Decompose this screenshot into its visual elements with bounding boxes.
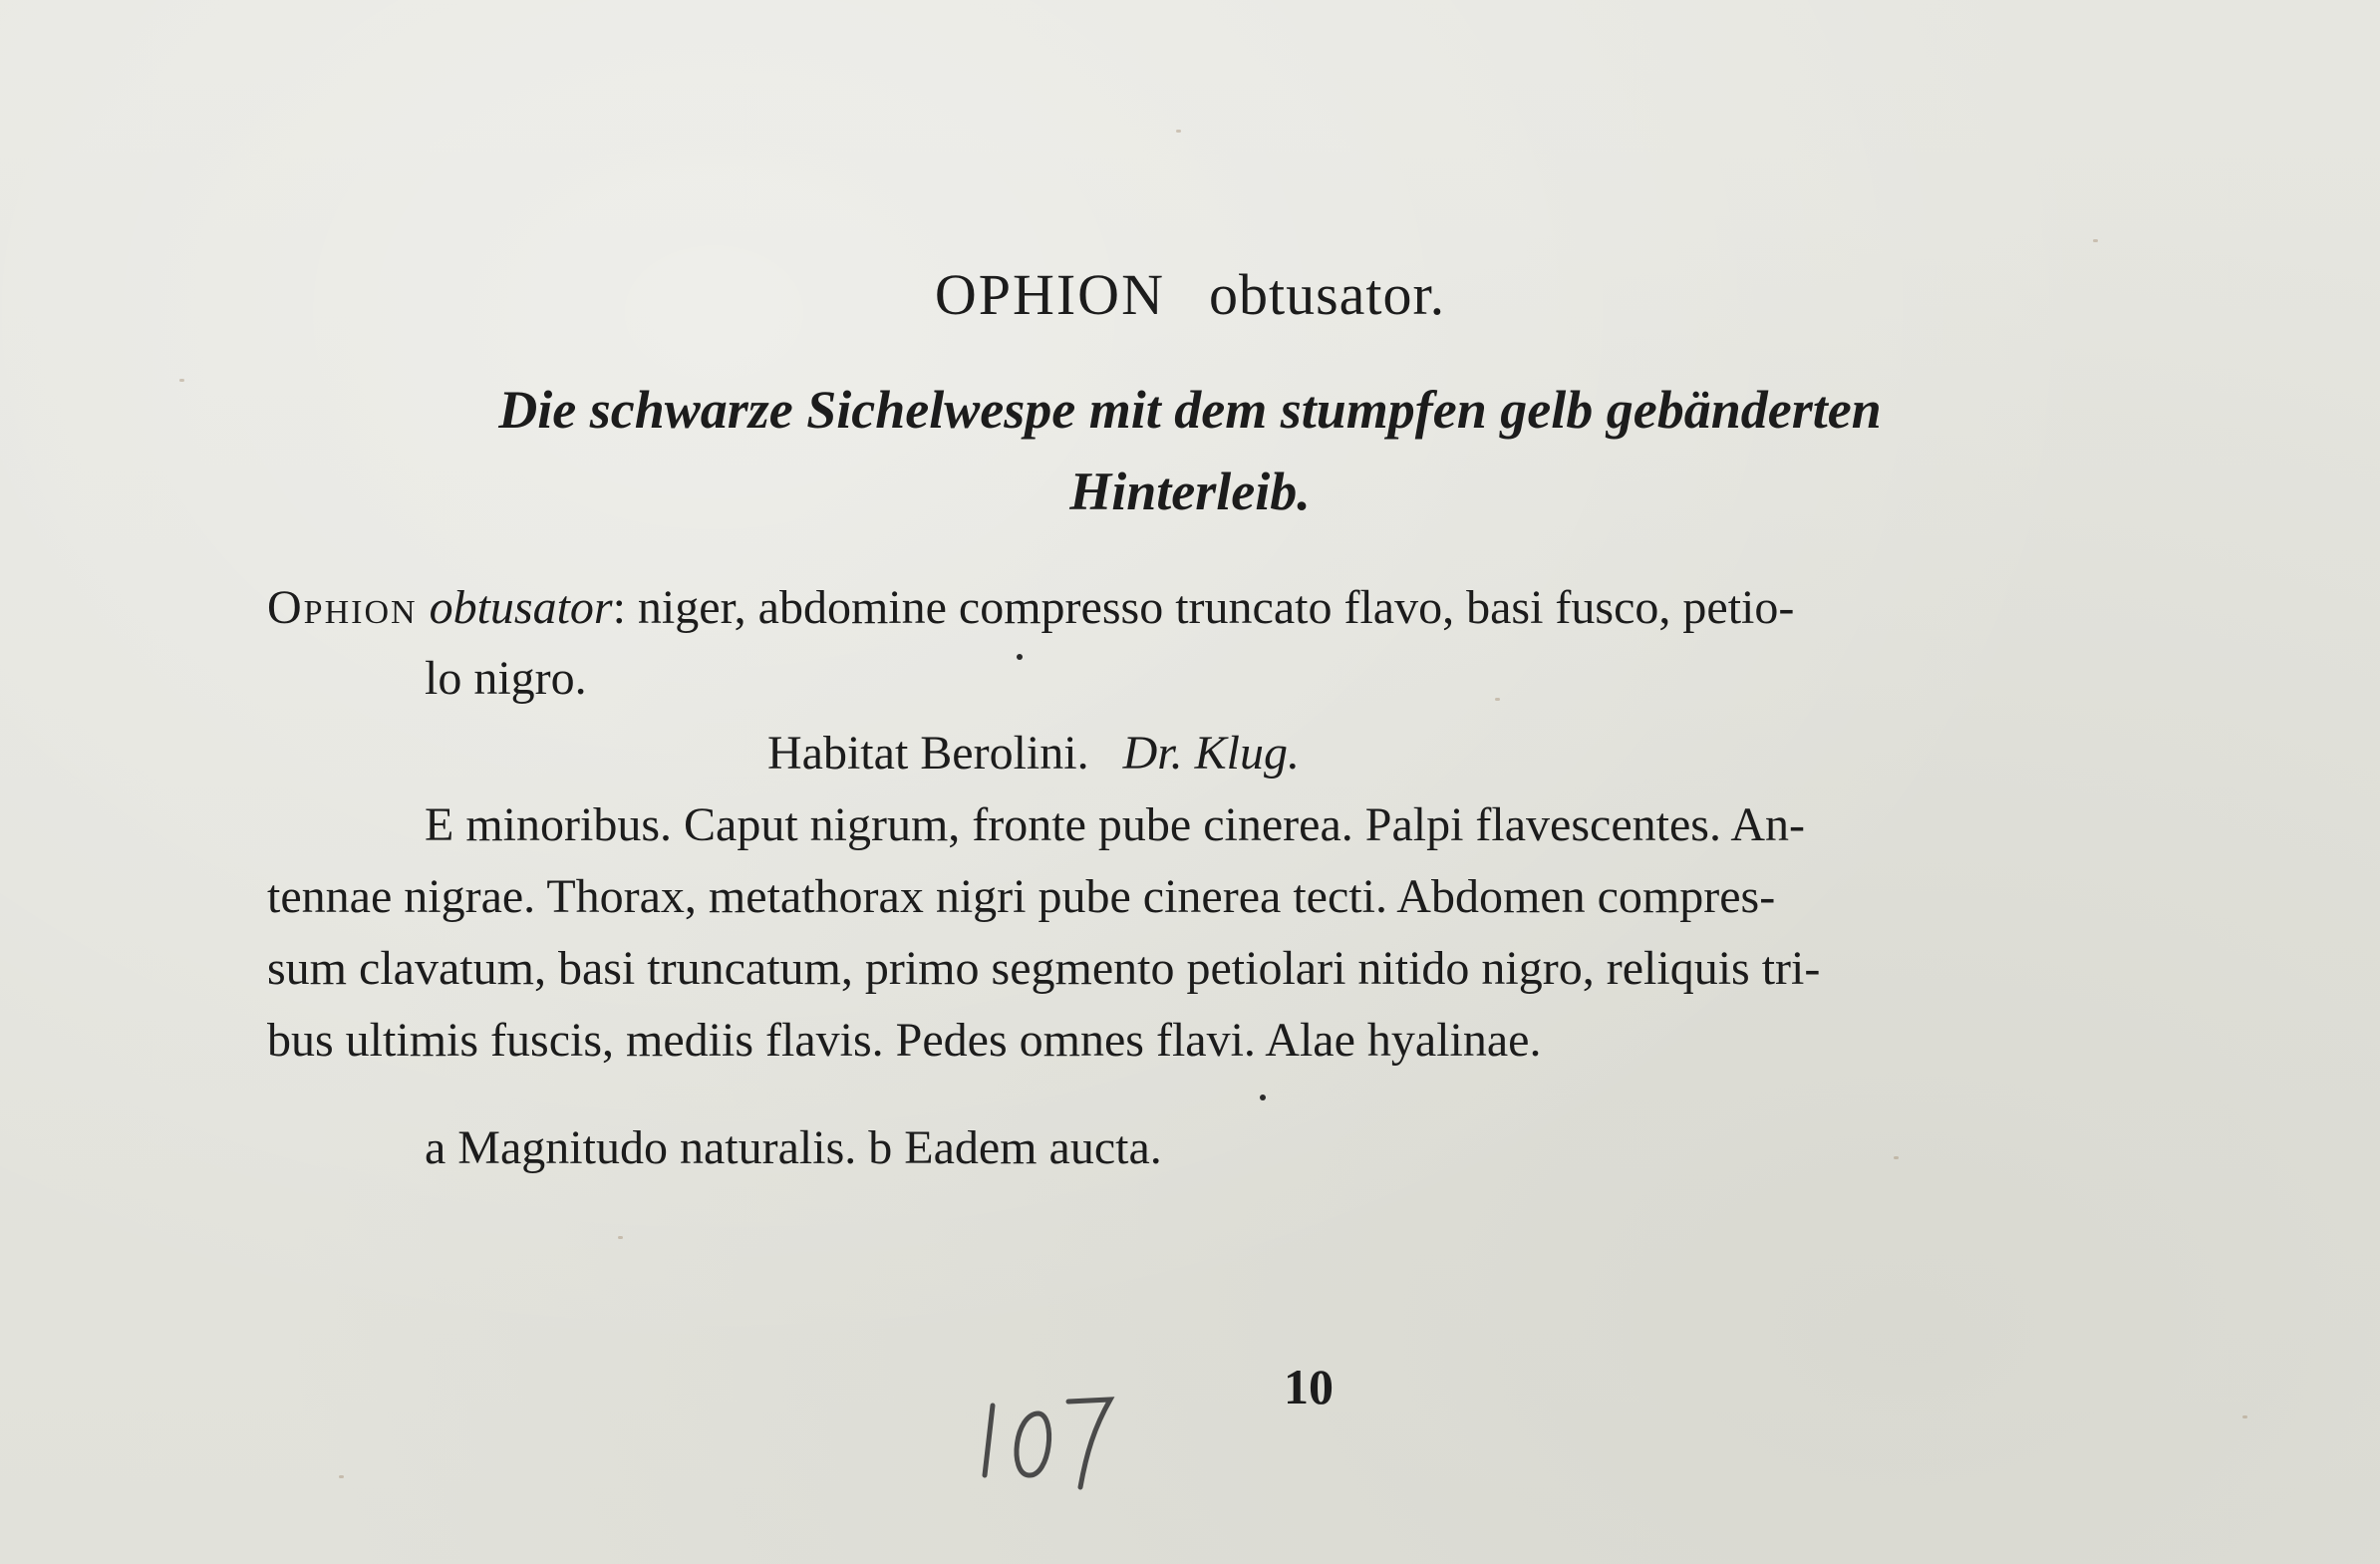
paper-speck [1495, 698, 1500, 701]
title-species: obtusator. [1208, 262, 1446, 327]
paper-speck [339, 1475, 344, 1478]
subtitle-line-1: Die schwarze Sichelwespe mit dem stumpfen gelb gebänderten [498, 380, 1882, 440]
handwritten-note [979, 1384, 1118, 1493]
description-line-1: E minoribus. Caput nigrum, fronte pube cinerea. Palpi flavescentes. An- [425, 798, 1805, 851]
diagnosis-genus: Ophion [267, 581, 418, 634]
paper-speck [1894, 1156, 1899, 1159]
habitat-line [767, 726, 1300, 781]
habitat-text: Habitat Berolini. [767, 727, 1089, 780]
paper-speck [2242, 1415, 2247, 1418]
diagnosis-species: obtusator [429, 581, 613, 634]
diagnosis-line-2: lo nigro. [425, 652, 587, 705]
habitat-author: Dr. Klug. [1122, 727, 1300, 780]
diagnosis-line-1 [267, 580, 1794, 635]
ink-dot [1017, 654, 1023, 660]
page-number: 10 [1284, 1359, 1334, 1414]
subtitle-line-2: Hinterleib. [1069, 462, 1311, 521]
paper-speck [2093, 239, 2098, 242]
diagnosis-text: : niger, abdomine compresso truncato flavo, basi fusco, petio- [612, 581, 1795, 634]
paper-speck [1176, 130, 1181, 133]
figure-note: a Magnitudo naturalis. b Eadem aucta. [425, 1121, 1162, 1174]
title-genus: OPHION [934, 262, 1165, 327]
description-line-2: tennae nigrae. Thorax, metathorax nigri pube cinerea tecti. Abdomen compres- [267, 870, 1776, 923]
paper-speck [618, 1236, 623, 1239]
page-title [0, 261, 2380, 328]
description-line-3: sum clavatum, basi truncatum, primo segmento petiolari nitido nigro, reliquis tri- [267, 942, 1821, 995]
description-line-4: bus ultimis fuscis, mediis flavis. Pedes omnes flavi. Alae hyalinae. [267, 1014, 1542, 1067]
ink-dot [1260, 1095, 1266, 1100]
